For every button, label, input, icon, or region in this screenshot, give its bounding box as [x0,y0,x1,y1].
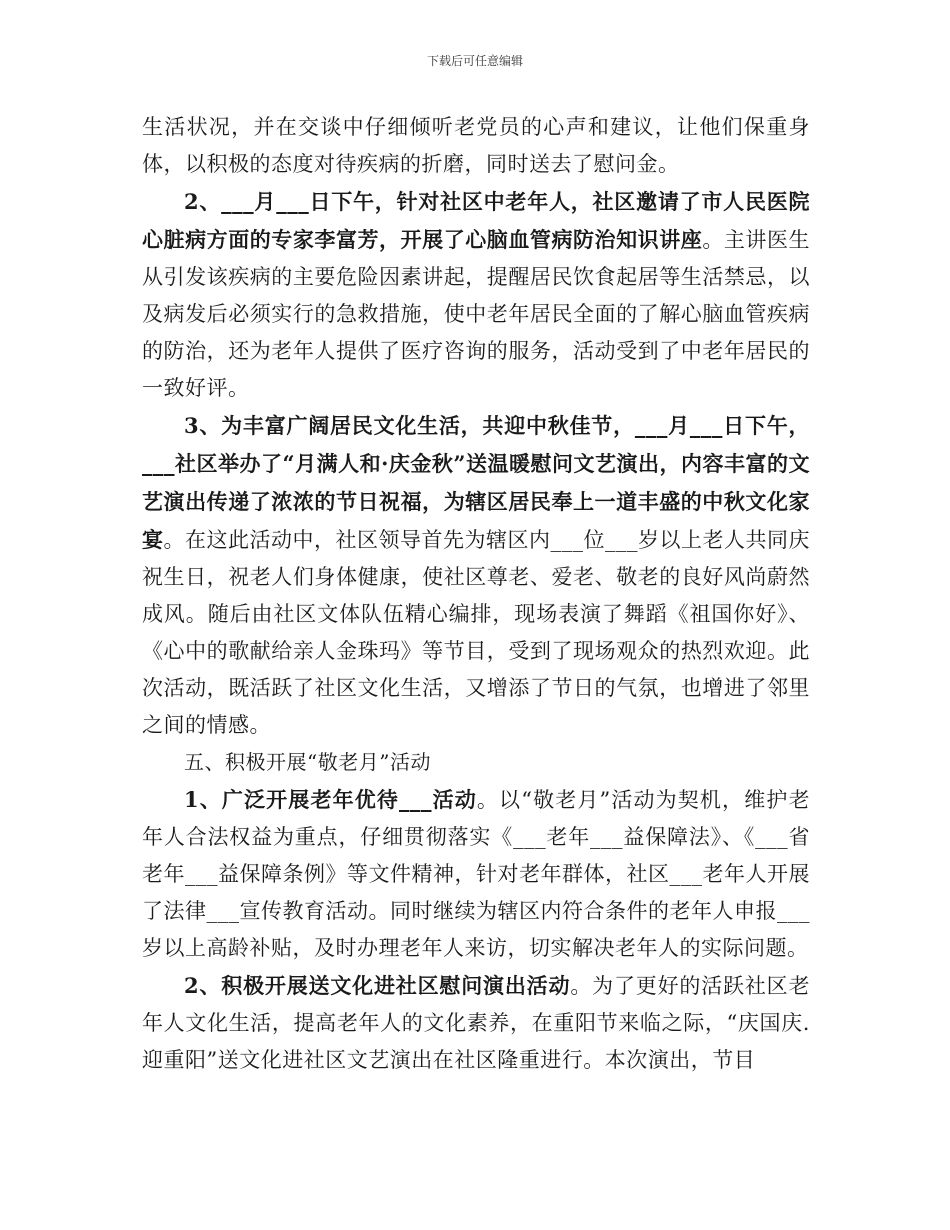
paragraph-2-bold: 2、___月___日下午，针对社区中老年人，社区邀请了市人民医院心脏病方面的专家李富芳，开展了心脑血管病防治知识讲座 [142,189,810,252]
paragraph-6-text: 。为了更好的活跃社区老年人文化生活，提高老年人的文化素养，在重阳节来临之际，“庆国庆.迎重阳”送文化进社区文艺演出在社区隆重进行。本次演出，节目 [142,974,810,1072]
paragraph-3-text: 。在这此活动中，社区领导首先为辖区内___位___岁以上老人共同庆祝生日，祝老人们身体健康，使社区尊老、爱老、敬老的良好风尚蔚然成风。随后由社区文体队伍精心编排，现场表演了舞蹈《祖国你好》、《心中的歌献给亲人金珠玛》等节目，受到了现场观众的热烈欢迎。此次活动，既活跃了社区文化生活，又增添了节日的气氛，也增进了邻里之间的情感。 [142,528,810,737]
paragraph-3-bold: 3、为丰富广阔居民文化生活，共迎中秋佳节，___月___日下午，___社区举办了“月满人和·庆金秋”送温暖慰问文艺演出，内容丰富的文艺演出传递了浓浓的节日祝福，为辖区居民奉上一道丰盛的中秋文化家宴 [142,413,810,552]
document-body [142,108,810,1079]
paragraph-3 [142,407,810,744]
page-header: 下载后可任意编辑 [426,54,523,68]
paragraph-5-bold: 1、广泛开展老年优待___活动 [184,787,477,812]
paragraph-2-text: 。主讲医生从引发该疾病的主要危险因素讲起，提醒居民饮食起居等生活禁忌，以及病发后必须实行的急救措施，使中老年居民全面的了解心脑血管疾病的防治，还为老年人提供了医疗咨询的服务，活动受到了中老年居民的一致好评。 [142,228,811,400]
paragraph-5-text: 。以“敬老月”活动为契机，维护老年人合法权益为重点，仔细贯彻落实《___老年___益保障法》、《___省老年___益保障条例》等文件精神，针对老年群体，社区___老年人开展了法律___宣传教育活动。同时继续为辖区内符合条件的老年人申报___岁以上高龄补贴，及时办理老年人来访，切实解决老年人的实际问题。 [142,788,810,960]
paragraph-6-bold: 2、积极开展送文化进社区慰问演出活动 [184,973,571,998]
paragraph-1 [142,108,810,183]
paragraph-5 [142,781,810,967]
paragraph-1-text: 生活状况，并在交谈中仔细倾听老党员的心声和建议，让他们保重身体，以积极的态度对待疾病的折磨，同时送去了慰问金。 [142,115,810,176]
paragraph-2 [142,183,810,407]
paragraph-6 [142,967,810,1079]
section-heading-5-text: 五、积极开展“敬老月”活动 [184,750,431,774]
section-heading-5 [142,744,810,781]
